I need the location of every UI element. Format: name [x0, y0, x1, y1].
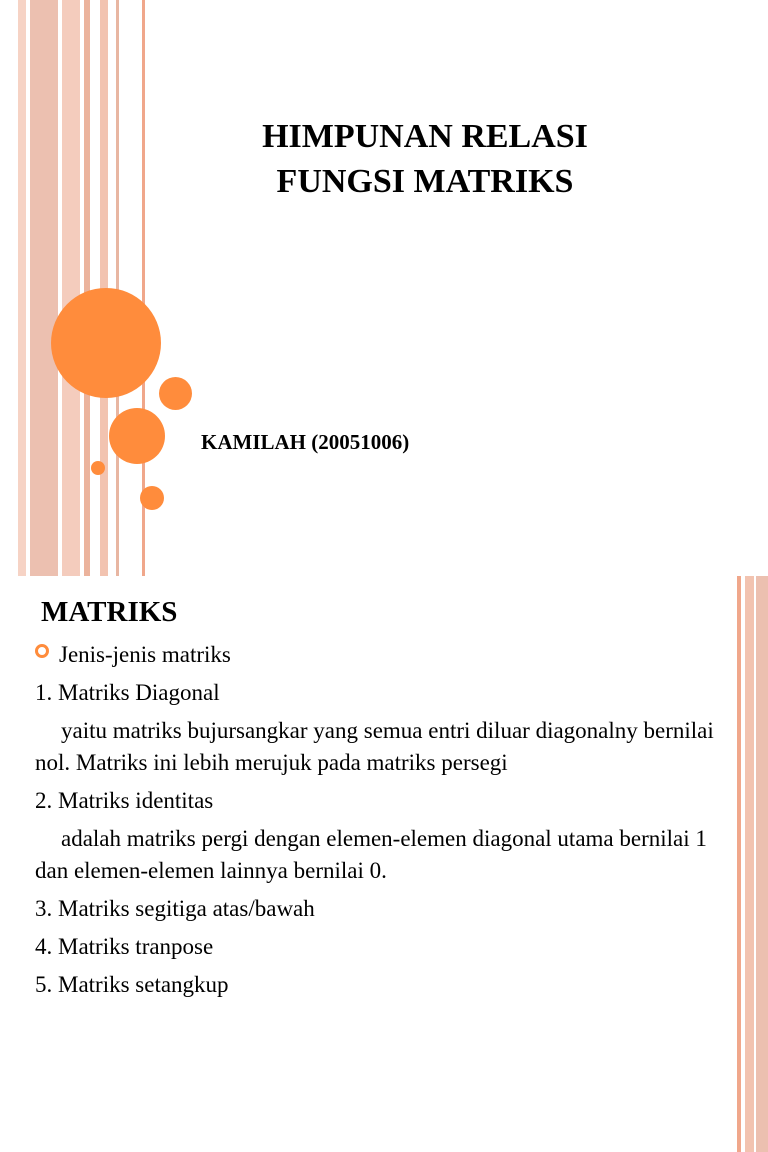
small-circle-icon: [159, 377, 192, 410]
list-description: yaitu matriks bujursangkar yang semua entri diluar diagonalny bernilai nol. Matriks ini lebih merujuk pada matriks persegi: [35, 718, 714, 775]
stripe: [62, 0, 80, 576]
slide-title: [210, 114, 640, 204]
list-item: 3. Matriks segitiga atas/bawah: [35, 896, 315, 921]
content-slide: [0, 576, 768, 1152]
list-item: 2. Matriks identitas: [35, 788, 214, 813]
stripe: [737, 576, 741, 1152]
slide-title: MATRIKS: [41, 596, 178, 628]
small-circle-icon: [140, 486, 164, 510]
stripe: [84, 0, 90, 576]
circle-bullet-icon: [35, 644, 49, 658]
stripe: [745, 576, 754, 1152]
list-item: 1. Matriks Diagonal: [35, 680, 220, 705]
large-circle-icon: [51, 288, 161, 398]
bullet-item: [35, 639, 725, 671]
stripe: [30, 0, 58, 576]
bullet-text: Jenis-jenis matriks: [59, 642, 231, 667]
list-item: 5. Matriks setangkup: [35, 972, 229, 997]
author-subtitle: KAMILAH (20051006): [201, 430, 410, 454]
tiny-circle-icon: [91, 461, 105, 475]
stripe: [756, 576, 768, 1152]
title-line: HIMPUNAN RELASI: [262, 118, 588, 155]
list-item: 4. Matriks tranpose: [35, 934, 214, 959]
stripe: [18, 0, 26, 576]
slide-body: [35, 639, 725, 1007]
list-description: adalah matriks pergi dengan elemen-elemen diagonal utama bernilai 1 dan elemen-elemen lainnya bernilai 0.: [35, 826, 707, 883]
medium-circle-icon: [109, 408, 165, 464]
title-line: FUNGSI MATRIKS: [276, 163, 574, 200]
